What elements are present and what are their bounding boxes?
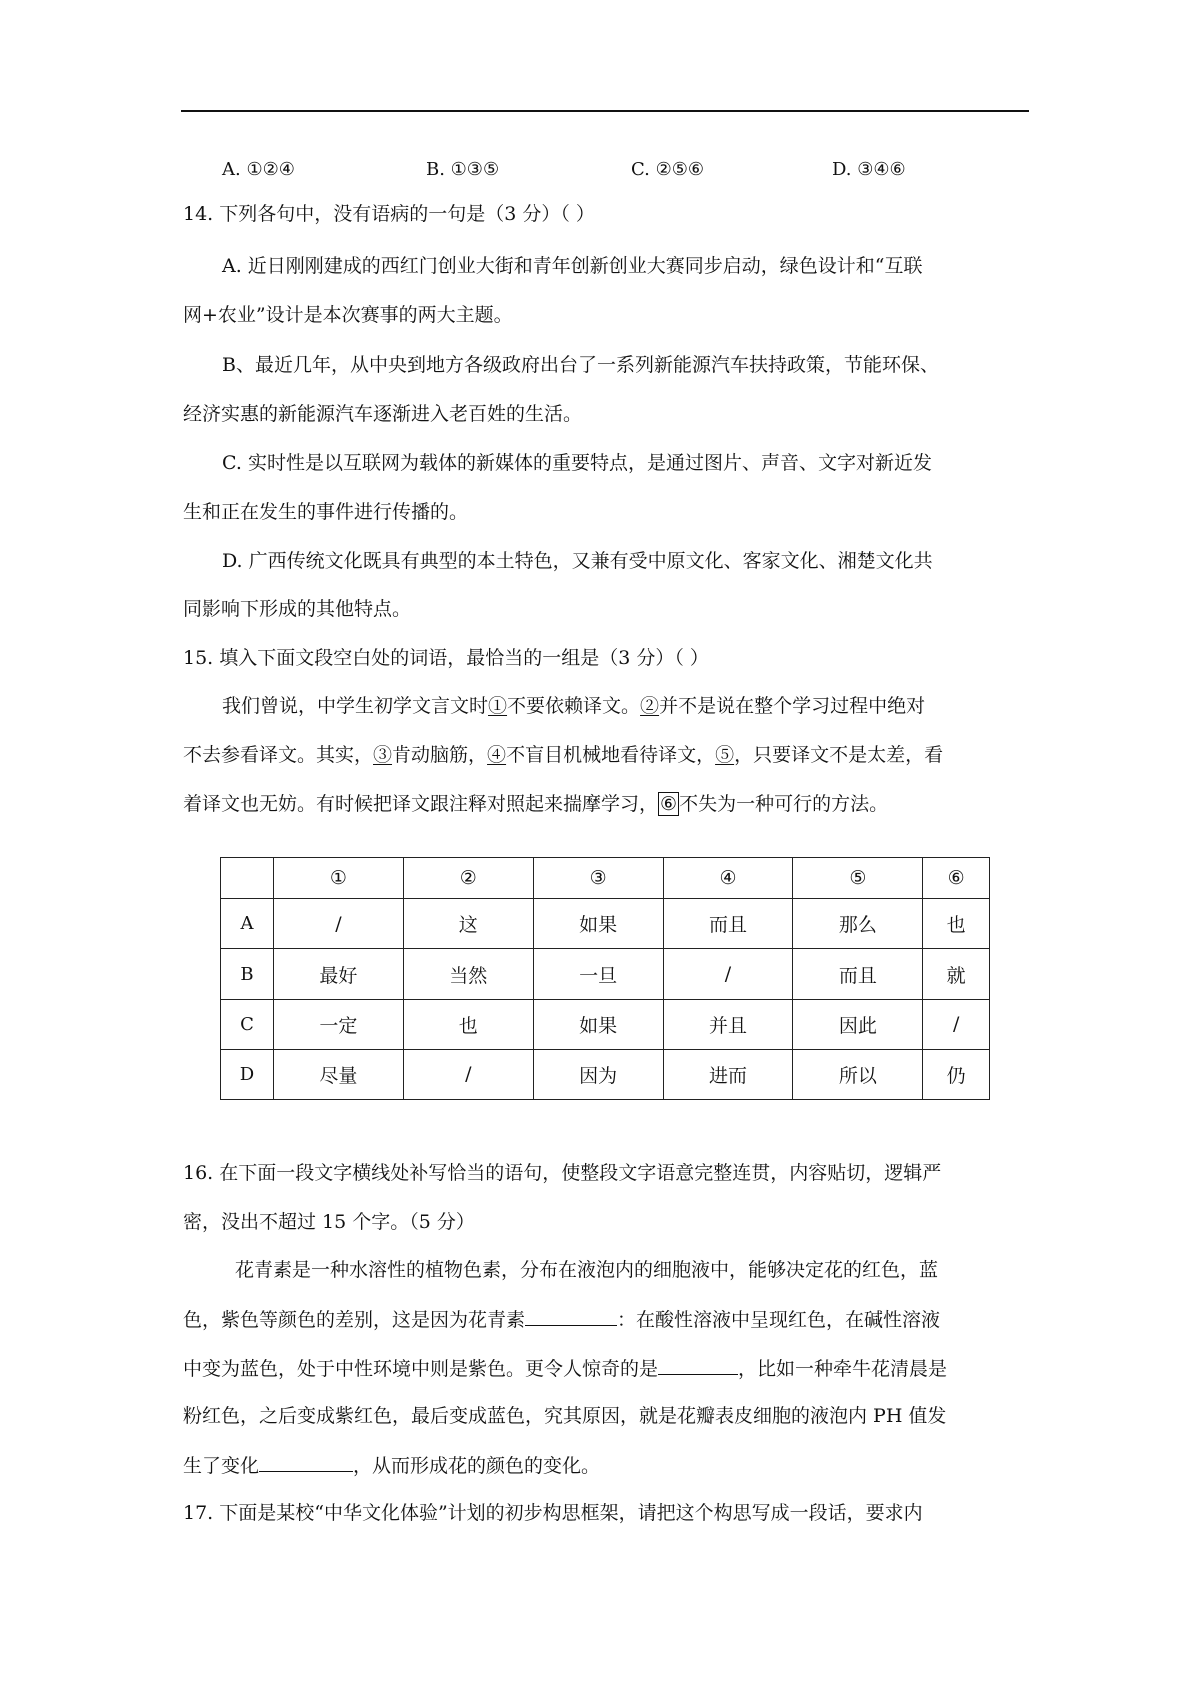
q15-passage-line2 <box>183 743 943 767</box>
table-header-cell: ③ <box>533 858 663 899</box>
q14-option-c-line1: C. 实时性是以互联网为载体的新媒体的重要特点，是通过图片、声音、文字对新近发 <box>222 452 932 474</box>
table-row <box>221 999 990 1049</box>
blank-marker-3: ③ <box>373 744 393 766</box>
table-cell: 最好 <box>274 949 404 999</box>
q16-passage-line1: 花青素是一种水溶性的植物色素，分布在液泡内的细胞液中，能够决定花的红色，蓝 <box>235 1259 939 1281</box>
q13-option-c: C. ②⑤⑥ <box>631 159 704 180</box>
table-row-label: D <box>221 1049 274 1099</box>
table-row <box>221 1049 990 1099</box>
q14-option-b-line1: B、最近几年，从中央到地方各级政府出台了一系列新能源汽车扶持政策，节能环保、 <box>222 354 939 376</box>
answer-blank-2[interactable] <box>658 1356 738 1375</box>
answer-blank-1[interactable] <box>525 1307 617 1326</box>
q13-option-b: B. ①③⑤ <box>426 159 500 180</box>
table-cell: 那么 <box>793 899 923 949</box>
q13-option-a: A. ①②④ <box>222 159 295 180</box>
table-cell: 因为 <box>533 1049 663 1099</box>
q16-passage-line4: 粉红色，之后变成紫红色，最后变成蓝色，究其原因，就是花瓣表皮细胞的液泡内 PH 值发 <box>183 1405 947 1427</box>
table-cell: 进而 <box>663 1049 793 1099</box>
table-cell: 也 <box>403 999 533 1049</box>
table-cell: 一定 <box>274 999 404 1049</box>
passage-text: 肯动脑筋， <box>392 744 488 766</box>
table-header-cell: ④ <box>663 858 793 899</box>
table-cell: 就 <box>923 949 990 999</box>
q14-option-d-line1: D. 广西传统文化既具有典型的本土特色，又兼有受中原文化、客家文化、湘楚文化共 <box>222 550 933 572</box>
q15-options-table <box>220 857 990 1100</box>
passage-text: 我们曾说，中学生初学文言文时 <box>222 695 489 717</box>
passage-text: 不去参看译文。其实， <box>183 744 374 766</box>
table-row <box>221 899 990 949</box>
q17-stem: 17. 下面是某校“中华文化体验”计划的初步构思框架，请把这个构思写成一段话，要求内 <box>183 1502 923 1524</box>
table-cell: / <box>923 999 990 1049</box>
table-cell: 如果 <box>533 999 663 1049</box>
table-row <box>221 949 990 999</box>
passage-text: 不要依赖译文。 <box>507 695 641 717</box>
q16-passage-line3 <box>183 1356 947 1381</box>
passage-text: ，从而形成花的颜色的变化。 <box>353 1455 601 1477</box>
table-header-cell: ⑤ <box>793 858 923 899</box>
passage-text: 着译文也无妨。有时候把译文跟注释对照起来揣摩学习， <box>183 793 659 815</box>
passage-text: 色，紫色等颜色的差别，这是因为花青素 <box>183 1309 526 1331</box>
q14-option-c-line2: 生和正在发生的事件进行传播的。 <box>183 501 469 523</box>
q15-passage-line3 <box>183 792 888 816</box>
passage-text: 中变为蓝色，处于中性环境中则是紫色。更令人惊奇的是 <box>183 1358 659 1380</box>
table-header-cell: ② <box>403 858 533 899</box>
blank-marker-5: ⑤ <box>715 744 735 766</box>
table-cell: 而且 <box>793 949 923 999</box>
passage-text: ，只要译文不是太差，看 <box>734 744 944 766</box>
passage-text: 不盲目机械地看待译文， <box>506 744 716 766</box>
header-rule <box>181 110 1029 112</box>
table-cell: 当然 <box>403 949 533 999</box>
q15-passage-line1 <box>222 694 925 718</box>
q15-stem: 15. 填入下面文段空白处的词语，最恰当的一组是（3 分）（ ） <box>183 647 709 669</box>
table-cell: 如果 <box>533 899 663 949</box>
passage-text: 并不是说在整个学习过程中绝对 <box>659 695 926 717</box>
table-header-cell: ⑥ <box>923 858 990 899</box>
q13-option-d: D. ③④⑥ <box>832 159 906 180</box>
table-cell: 并且 <box>663 999 793 1049</box>
blank-marker-6: ⑥ <box>660 793 678 815</box>
table-cell: 所以 <box>793 1049 923 1099</box>
table-cell: 尽量 <box>274 1049 404 1099</box>
passage-text: ：在酸性溶液中呈现红色，在碱性溶液 <box>617 1309 941 1331</box>
q16-stem-line2: 密，没出不超过 15 个字。（5 分） <box>183 1211 475 1233</box>
table-header-row <box>221 858 990 899</box>
table-cell: 而且 <box>663 899 793 949</box>
blank-marker-2: ② <box>640 695 660 717</box>
table-cell: 也 <box>923 899 990 949</box>
answer-blank-3[interactable] <box>259 1453 353 1472</box>
table-cell: 一旦 <box>533 949 663 999</box>
passage-text: 不失为一种可行的方法。 <box>679 793 889 815</box>
table-cell: 这 <box>403 899 533 949</box>
passage-text: ，比如一种牵牛花清晨是 <box>738 1358 948 1380</box>
q14-option-a-line2: 网+农业”设计是本次赛事的两大主题。 <box>183 304 513 326</box>
table-cell: / <box>403 1049 533 1099</box>
blank-marker-1: ① <box>488 695 508 717</box>
table-cell: 因此 <box>793 999 923 1049</box>
table-row-label: C <box>221 999 274 1049</box>
blank-marker-4: ④ <box>487 744 507 766</box>
table-cell: / <box>274 899 404 949</box>
table-row-label: B <box>221 949 274 999</box>
q14-option-a-line1: A. 近日刚刚建成的西红门创业大街和青年创新创业大赛同步启动，绿色设计和“互联 <box>222 255 923 277</box>
q14-stem: 14. 下列各句中，没有语病的一句是（3 分）（ ） <box>183 203 595 225</box>
q16-passage-line2 <box>183 1307 940 1332</box>
table-row-label: A <box>221 899 274 949</box>
q16-passage-line5 <box>183 1453 600 1478</box>
table-cell: / <box>663 949 793 999</box>
table-cell: 仍 <box>923 1049 990 1099</box>
q16-stem-line1: 16. 在下面一段文字横线处补写恰当的语句，使整段文字语意完整连贯，内容贴切，逻辑严 <box>183 1162 942 1184</box>
table-header-cell: ① <box>274 858 404 899</box>
q14-option-d-line2: 同影响下形成的其他特点。 <box>183 598 412 620</box>
table-cell <box>221 858 274 899</box>
q14-option-b-line2: 经济实惠的新能源汽车逐渐进入老百姓的生活。 <box>183 403 583 425</box>
passage-text: 生了变化 <box>183 1455 260 1477</box>
